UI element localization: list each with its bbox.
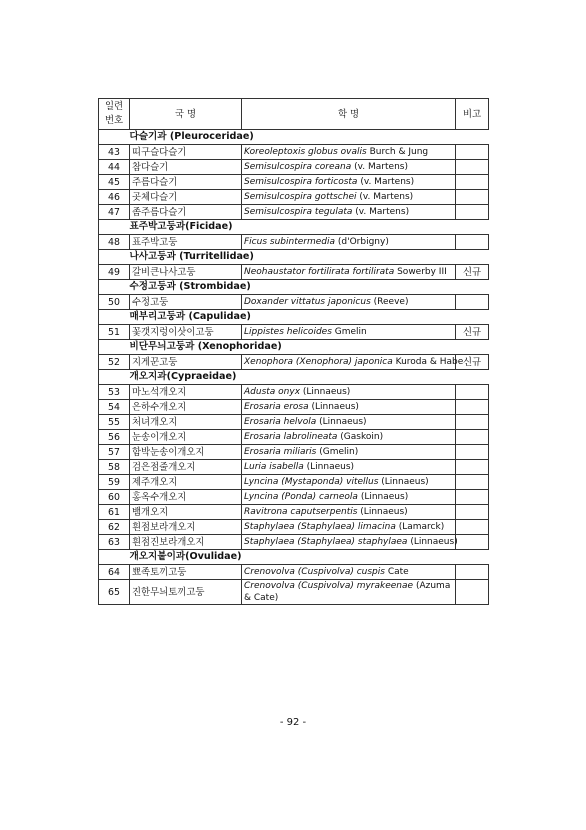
family-row: [99, 280, 489, 295]
species-row: [99, 325, 489, 340]
species-binomial: Lyncina (Mystaponda) vitellus: [244, 476, 379, 487]
header-scientific-name: 학 명: [242, 99, 456, 130]
species-row: [99, 460, 489, 475]
family-row: [99, 550, 489, 565]
family-name: 수정고둥과 (Strombidae): [130, 280, 489, 295]
species-binomial: Lyncina (Ponda) carneola: [244, 491, 358, 502]
species-authority: (Linnaeus): [381, 476, 429, 487]
scientific-name: [242, 325, 456, 340]
species-authority: (Reeve): [373, 296, 409, 307]
family-row-blank: [99, 340, 130, 355]
species-authority: (v. Martens): [355, 206, 410, 217]
scientific-name: [242, 385, 456, 400]
scientific-name: [242, 445, 456, 460]
remark: [456, 145, 489, 160]
species-binomial: Crenovolva (Cuspivolva) myrakeenae: [244, 581, 414, 591]
scientific-name: [242, 265, 456, 280]
species-authority: (Azuma & Cate): [244, 581, 451, 603]
species-authority: (Linnaeus): [302, 386, 351, 397]
family-name: 개오지과(Cypraeidae): [130, 370, 489, 385]
serial-number: 43: [99, 145, 130, 160]
serial-number: 61: [99, 505, 130, 520]
species-row: [99, 505, 489, 520]
scientific-name: [242, 355, 464, 370]
serial-number: 58: [99, 460, 130, 475]
species-binomial: Erosaria helvola: [244, 416, 317, 427]
serial-number: 54: [99, 400, 130, 415]
scientific-name: [242, 430, 456, 445]
korean-name: 함박눈송이개오지: [130, 445, 242, 460]
serial-number: 47: [99, 205, 130, 220]
species-row: [99, 265, 489, 280]
family-row-blank: [99, 310, 130, 325]
korean-name: 지게꾼고둥: [130, 355, 242, 370]
species-authority: Kuroda & Habe: [395, 356, 464, 367]
korean-name: 좀주름다슬기: [130, 205, 242, 220]
remark: [456, 475, 489, 490]
family-row: [99, 250, 489, 265]
korean-name: 띠구슬다슬기: [130, 145, 242, 160]
remark: 신규: [456, 355, 489, 370]
family-name: 표주박고둥과(Ficidae): [130, 220, 489, 235]
header-remark: 비고: [456, 99, 489, 130]
species-row: [99, 235, 489, 250]
serial-number: 44: [99, 160, 130, 175]
family-row: [99, 370, 489, 385]
species-row: [99, 445, 489, 460]
korean-name: 꽃갯지렁이삿이고둥: [130, 325, 242, 340]
korean-name: 곳체다슬기: [130, 190, 242, 205]
species-authority: (Linnaeus): [360, 491, 409, 502]
korean-name: 수정고둥: [130, 295, 242, 310]
species-row: [99, 400, 489, 415]
scientific-name: [242, 460, 456, 475]
species-binomial: Doxander vittatus japonicus: [244, 296, 371, 307]
remark: [456, 565, 489, 580]
serial-number: 51: [99, 325, 130, 340]
species-row: [99, 415, 489, 430]
family-row: [99, 130, 489, 145]
serial-number: 59: [99, 475, 130, 490]
species-authority: (Gaskoin): [340, 431, 384, 442]
species-binomial: Adusta onyx: [244, 386, 301, 397]
scientific-name: [242, 535, 456, 550]
remark: [456, 490, 489, 505]
species-authority: (Linnaeus): [319, 416, 367, 427]
korean-name: 뱀개오지: [130, 505, 242, 520]
species-binomial: Xenophora (Xenophora) japonica: [244, 356, 393, 367]
family-row-blank: [99, 250, 130, 265]
serial-number: 57: [99, 445, 130, 460]
korean-name: 눈송이개오지: [130, 430, 242, 445]
species-row: [99, 355, 489, 370]
scientific-name: [242, 490, 456, 505]
scientific-name: [242, 205, 456, 220]
korean-name: 참다슬기: [130, 160, 242, 175]
remark: [456, 160, 489, 175]
family-name: 비단무늬고둥과 (Xenophoridae): [130, 340, 489, 355]
scientific-name: [242, 235, 456, 250]
family-row: [99, 310, 489, 325]
korean-name: 처녀개오지: [130, 415, 242, 430]
species-authority: (Linnaeus): [306, 461, 355, 472]
species-binomial: Ravitrona caputserpentis: [244, 506, 358, 517]
species-binomial: Staphylaea (Staphylaea) limacina: [244, 521, 396, 532]
korean-name: 검은점줄개오지: [130, 460, 242, 475]
family-row-blank: [99, 550, 130, 565]
remark: [456, 445, 489, 460]
species-authority: Sowerby III: [397, 266, 447, 277]
remark: [456, 460, 489, 475]
species-authority: (Gmelin): [319, 446, 359, 457]
family-row-blank: [99, 130, 130, 145]
serial-number: 45: [99, 175, 130, 190]
remark: [456, 385, 489, 400]
remark: [456, 190, 489, 205]
scientific-name: [242, 520, 456, 535]
species-row: [99, 190, 489, 205]
remark: [456, 580, 489, 605]
species-binomial: Ficus subintermedia: [244, 236, 335, 247]
remark: [456, 415, 489, 430]
species-row: [99, 565, 489, 580]
family-name: 매부리고둥과 (Capulidae): [130, 310, 489, 325]
scientific-name: [242, 400, 456, 415]
scientific-name: [242, 175, 456, 190]
page-number: - 92 -: [279, 717, 307, 728]
species-authority: (v. Martens): [359, 191, 414, 202]
remark: [456, 175, 489, 190]
scientific-name: [242, 295, 456, 310]
species-row: [99, 535, 489, 550]
korean-name: 뾰족토끼고둥: [130, 565, 242, 580]
serial-number: 56: [99, 430, 130, 445]
korean-name: 표주박고둥: [130, 235, 242, 250]
species-binomial: Semisulcospira gottschei: [244, 191, 357, 202]
species-authority: Burch & Jung: [369, 146, 429, 157]
serial-number: 62: [99, 520, 130, 535]
scientific-name: [242, 505, 456, 520]
species-authority: (Linnaeus): [410, 536, 458, 547]
serial-number: 53: [99, 385, 130, 400]
family-row-blank: [99, 280, 130, 295]
species-authority: (Lamarck): [398, 521, 445, 532]
family-name: 다슬기과 (Pleuroceridae): [130, 130, 489, 145]
scientific-name: [242, 565, 456, 580]
species-row: [99, 430, 489, 445]
scientific-name: [242, 580, 456, 605]
remark: [456, 505, 489, 520]
species-row: [99, 160, 489, 175]
species-table: [98, 98, 489, 605]
species-binomial: Lippistes helicoides: [244, 326, 332, 337]
species-binomial: Staphylaea (Staphylaea) staphylaea: [244, 536, 408, 547]
serial-number: 64: [99, 565, 130, 580]
serial-number: 65: [99, 580, 130, 605]
remark: [456, 430, 489, 445]
species-row: [99, 175, 489, 190]
korean-name: 홍옥수개오지: [130, 490, 242, 505]
remark: [456, 235, 489, 250]
species-binomial: Semisulcospira coreana: [244, 161, 352, 172]
species-authority: Cate: [387, 566, 409, 577]
remark: [456, 400, 489, 415]
species-row: [99, 475, 489, 490]
species-row: [99, 520, 489, 535]
korean-name: 마노석개오지: [130, 385, 242, 400]
family-row-blank: [99, 220, 130, 235]
korean-name: 흰점보라개오지: [130, 520, 242, 535]
species-binomial: Erosaria labrolineata: [244, 431, 338, 442]
species-binomial: Luria isabella: [244, 461, 304, 472]
remark: [456, 295, 489, 310]
family-row: [99, 220, 489, 235]
korean-name: 제주개오지: [130, 475, 242, 490]
family-name: 개오지붙이과(Ovulidae): [130, 550, 489, 565]
serial-number: 49: [99, 265, 130, 280]
species-row: [99, 295, 489, 310]
korean-name: 은하수개오지: [130, 400, 242, 415]
header-korean-name: 국 명: [130, 99, 242, 130]
family-name: 나사고둥과 (Turritellidae): [130, 250, 489, 265]
serial-number: 46: [99, 190, 130, 205]
serial-number: 60: [99, 490, 130, 505]
species-row: [99, 205, 489, 220]
serial-number: 52: [99, 355, 130, 370]
table-body: [99, 130, 489, 605]
scientific-name: [242, 475, 456, 490]
korean-name: 주름다슬기: [130, 175, 242, 190]
species-binomial: Erosaria erosa: [244, 401, 309, 412]
serial-number: 48: [99, 235, 130, 250]
serial-number: 63: [99, 535, 130, 550]
species-binomial: Neohaustator fortilirata fortilirata: [244, 266, 395, 277]
scientific-name: [242, 160, 456, 175]
remark: [456, 520, 489, 535]
table-header-row: [99, 99, 489, 130]
species-binomial: Semisulcospira tegulata: [244, 206, 353, 217]
remark: 신규: [456, 265, 489, 280]
header-serial-number: 일련 번호: [99, 99, 130, 130]
species-binomial: Koreoleptoxis globus ovalis: [244, 146, 367, 157]
species-authority: (d'Orbigny): [337, 236, 389, 247]
species-authority: (Linnaeus): [360, 506, 408, 517]
scientific-name: [242, 415, 456, 430]
remark: 신규: [456, 325, 489, 340]
serial-number: 55: [99, 415, 130, 430]
species-row: [99, 385, 489, 400]
remark: [456, 205, 489, 220]
scientific-name: [242, 145, 456, 160]
korean-name: 흰점진보라개오지: [130, 535, 242, 550]
korean-name: 갈비큰나사고둥: [130, 265, 242, 280]
species-row: [99, 145, 489, 160]
species-authority: (v. Martens): [354, 161, 408, 172]
species-row: [99, 490, 489, 505]
species-authority: (v. Martens): [360, 176, 415, 187]
species-row: [99, 580, 489, 605]
serial-number: 50: [99, 295, 130, 310]
remark: [456, 535, 489, 550]
korean-name: 진한무늬토끼고둥: [130, 580, 242, 605]
family-row-blank: [99, 370, 130, 385]
scientific-name: [242, 190, 456, 205]
species-binomial: Erosaria miliaris: [244, 446, 317, 457]
family-row: [99, 340, 489, 355]
species-binomial: Crenovolva (Cuspivolva) cuspis: [244, 566, 385, 577]
species-authority: Gmelin: [334, 326, 367, 337]
species-authority: (Linnaeus): [311, 401, 359, 412]
species-binomial: Semisulcospira forticosta: [244, 176, 358, 187]
